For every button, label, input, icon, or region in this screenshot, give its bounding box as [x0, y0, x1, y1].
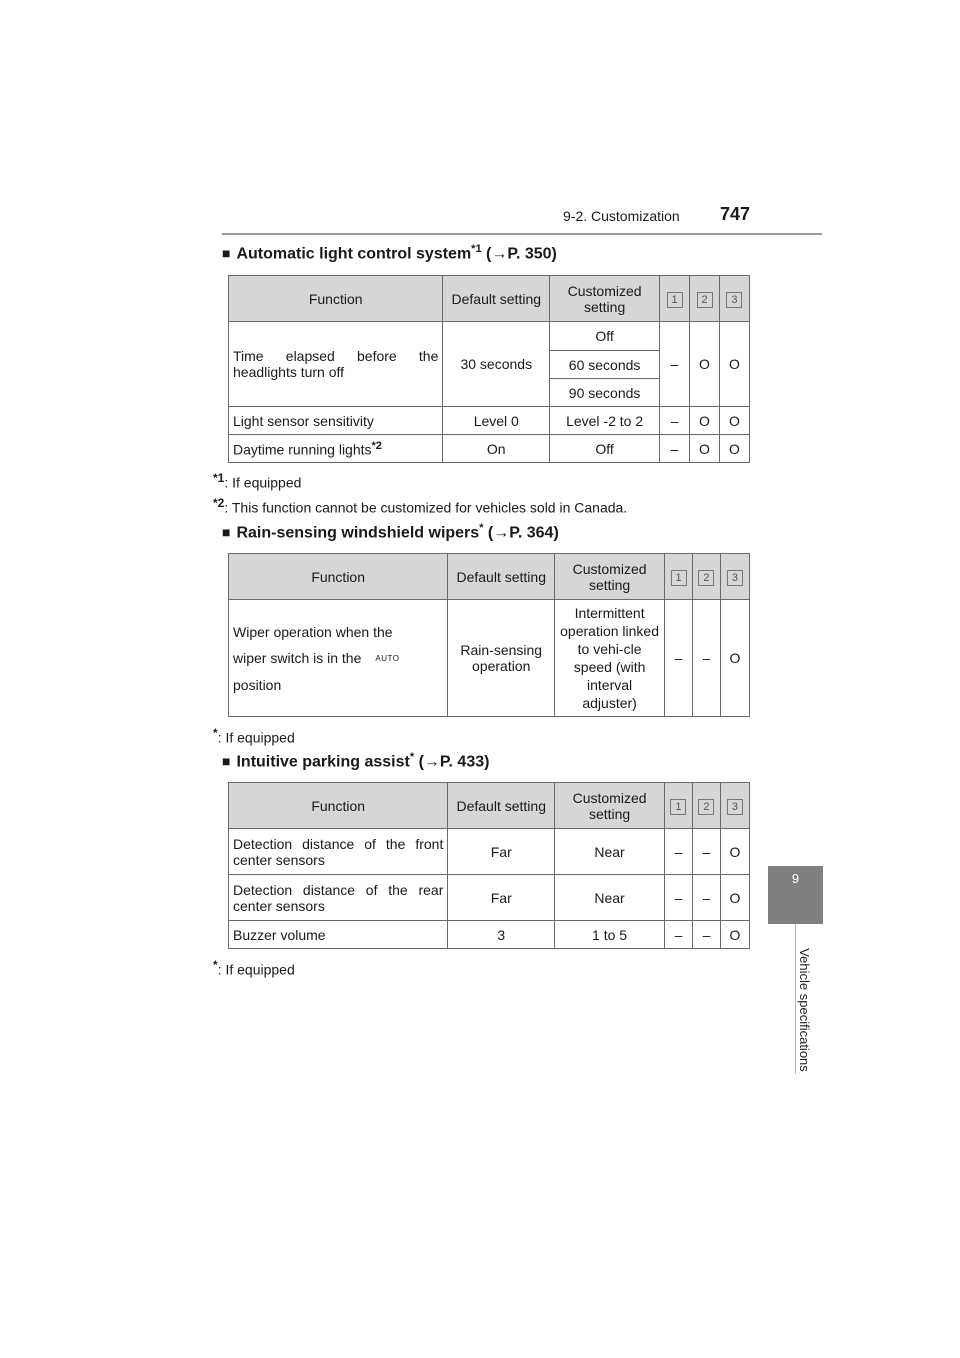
- table-row: 90 seconds: [229, 379, 750, 407]
- section-heading-light-control: ■ Automatic light control system$^{*1}$ (→P. 350): [222, 243, 557, 263]
- number-1-icon: 1: [671, 570, 687, 586]
- table-row: Daytime running lights$^{*2}$ On Off – O O: [229, 435, 750, 463]
- table-row: 60 seconds: [229, 351, 750, 379]
- table-row: Detection distance of the front center sensors Far Near – – O: [229, 829, 750, 875]
- number-2-icon: 2: [698, 570, 714, 586]
- number-3-icon: 3: [727, 570, 743, 586]
- table-header-row: Function Default setting Customized setting 1 2 3: [229, 276, 750, 322]
- number-3-icon: 3: [726, 292, 742, 308]
- section-heading-wipers: ■ Rain-sensing windshield wipers* (→P. 364): [222, 522, 559, 542]
- footnote: $^{*2}$: This function cannot be customized for vehicles sold in Canada.: [213, 496, 628, 516]
- section-title: 9-2. Customization: [563, 208, 680, 224]
- footnote: *: If equipped: [213, 726, 295, 746]
- number-2-icon: 2: [697, 292, 713, 308]
- chapter-label: Vehicle specifications: [797, 948, 812, 1072]
- number-1-icon: 1: [670, 799, 686, 815]
- number-2-icon: 2: [698, 799, 714, 815]
- section-heading-parking-assist: ■ Intuitive parking assist* (→P. 433): [222, 751, 490, 771]
- square-bullet-icon: ■: [222, 524, 231, 541]
- auto-switch-icon: AUTO: [375, 653, 400, 663]
- wipers-table: [228, 553, 750, 717]
- parking-assist-table: [228, 782, 750, 949]
- page-number: 747: [720, 204, 751, 224]
- light-control-table: [228, 275, 750, 463]
- number-3-icon: 3: [727, 799, 743, 815]
- footnote: *: If equipped: [213, 958, 295, 978]
- chapter-number: 9: [791, 871, 800, 886]
- table-row: Wiper operation when the wiper switch is in the AUTO position Rain-sensing operation Intermittent operation linked to vehi-cle speed (with interval adjuster) – – O: [229, 600, 750, 717]
- table-row: Light sensor sensitivity Level 0 Level -2 to 2 – O O: [229, 407, 750, 435]
- number-1-icon: 1: [667, 292, 683, 308]
- chapter-tab: [768, 866, 823, 924]
- square-bullet-icon: ■: [222, 245, 231, 262]
- table-header-row: Function Default setting Customized setting 1 2 3: [229, 554, 750, 600]
- table-row: Detection distance of the rear center sensors Far Near – – O: [229, 875, 750, 921]
- square-bullet-icon: ■: [222, 753, 231, 770]
- table-row: Time elapsed before the headlights turn off 30 seconds Off – O O: [229, 322, 750, 351]
- table-header-row: Function Default setting Customized setting 1 2 3: [229, 783, 750, 829]
- table-row: Buzzer volume 3 1 to 5 – – O: [229, 921, 750, 949]
- header-divider: [222, 233, 822, 235]
- footnote: $^{*1}$: If equipped: [213, 471, 302, 491]
